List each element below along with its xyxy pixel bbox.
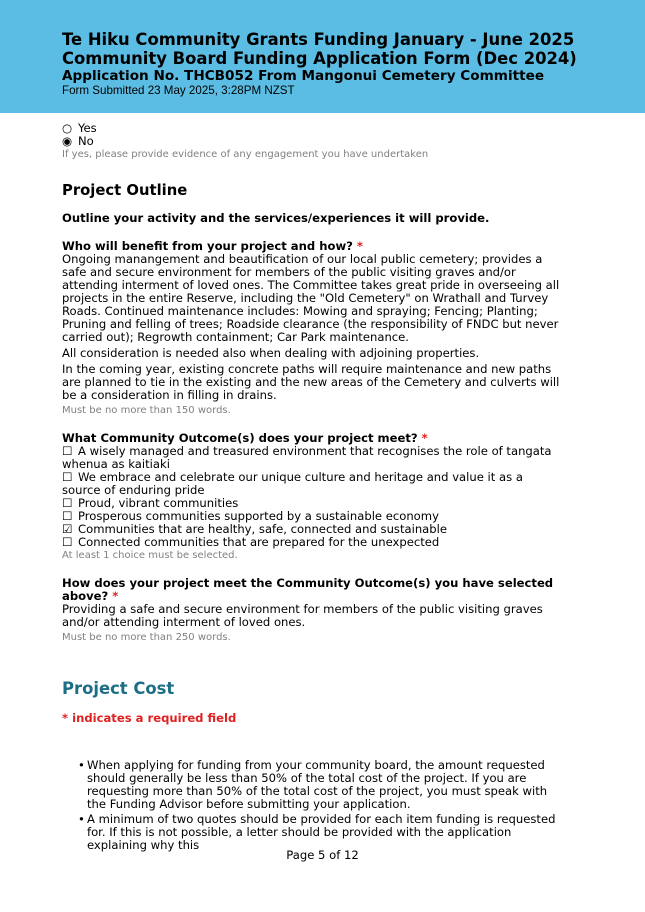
required-marker: *: [356, 239, 363, 253]
answer-paragraph: Ongoing manangement and beautification of our local public cemetery; provides a safe and secure environment for members of the public visiting graves and/or attending interment of loved ones. The Committee takes great pride in overseeing all projects in the entire Reserve, including the "Old Cemetery" on Wrathall and Turvey Roads. Continued maintenance includes: Mowing and spraying; Fencing; Planting; Pruning and felling of trees; Roadside clearance (the responsibility of FNDC but never carried out); Regrowth containment; Car Park maintenance.: [62, 252, 560, 344]
form-title-line-1: Te Hiku Community Grants Funding January - June 2025: [62, 30, 575, 49]
checkbox-unchecked-icon: ☐: [62, 496, 73, 510]
submission-timestamp: Form Submitted 23 May 2025, 3:28PM NZST: [62, 84, 295, 97]
answer-paragraph: In the coming year, existing concrete paths will require maintenance and new paths are planned to tie in the existing and the new areas of the Cemetery and culverts will be a consideration in filling in drains.: [62, 362, 560, 402]
funding-guidelines-list: [62, 759, 562, 852]
checkbox-option[interactable]: [62, 536, 562, 549]
form-header: [0, 0, 645, 113]
form-title-line-2: Community Board Funding Application Form (Dec 2024): [62, 49, 577, 68]
outcomes-hint: At least 1 choice must be selected.: [62, 550, 238, 561]
meet-word-limit-hint: Must be no more than 250 words.: [62, 632, 231, 643]
outcomes-checkbox-list: [62, 445, 562, 549]
engagement-hint: If yes, please provide evidence of any engagement you have undertaken: [62, 149, 429, 160]
outline-intro: Outline your activity and the services/experiences it will provide.: [62, 211, 490, 225]
required-marker: *: [421, 431, 428, 445]
checkbox-label: Prosperous communities supported by a sustainable economy: [78, 509, 439, 523]
checkbox-unchecked-icon: ☐: [62, 509, 73, 523]
checkbox-label: Communities that are healthy, safe, connected and sustainable: [78, 522, 448, 536]
radio-label: No: [78, 134, 94, 148]
checkbox-unchecked-icon: ☐: [62, 470, 73, 484]
section-title-project-outline: Project Outline: [62, 182, 188, 199]
meet-question: [62, 577, 562, 603]
checkbox-label: Connected communities that are prepared for the unexpected: [78, 535, 440, 549]
meet-answer: Providing a safe and secure environment for members of the public visiting graves and/or attending interment of loved ones.: [62, 602, 543, 629]
required-field-note: * indicates a required field: [62, 711, 237, 725]
checkbox-unchecked-icon: ☐: [62, 444, 73, 458]
radio-option-no[interactable]: [62, 135, 562, 148]
page-number: Page 5 of 12: [286, 848, 359, 862]
required-marker: *: [112, 589, 119, 603]
checkbox-unchecked-icon: ☐: [62, 535, 73, 549]
checkbox-checked-icon: ☑: [62, 522, 73, 536]
question-text: How does your project meet the Community Outcome(s) you have selected above?: [62, 576, 554, 603]
radio-selected-icon: ◉: [62, 134, 73, 148]
radio-option-yes[interactable]: [62, 122, 562, 135]
section-title-project-cost: Project Cost: [62, 679, 175, 698]
checkbox-label: A wisely managed and treasured environment that recognises the role of tangata whenua as kaitiaki: [62, 444, 552, 471]
list-item: • When applying for funding from your community board, the amount requested should generally be less than 50% of the total cost of the project. If you are requesting more than 50% of the total cost of the project, you must speak with the Funding Advisor before submitting your application.: [78, 759, 562, 811]
answer-paragraph: All consideration is needed also when dealing with adjoining properties.: [62, 346, 480, 360]
list-item: • A minimum of two quotes should be provided for each item funding is requested for. If this is not possible, a letter should be provided with the application explaining why this: [78, 813, 562, 852]
radio-label: Yes: [78, 121, 97, 135]
benefit-word-limit-hint: Must be no more than 150 words.: [62, 405, 231, 416]
checkbox-label: Proud, vibrant communities: [78, 496, 239, 510]
radio-unselected-icon: ○: [62, 121, 73, 135]
question-text: What Community Outcome(s) does your project meet?: [62, 431, 418, 445]
benefit-answer: [62, 253, 562, 402]
question-text: Who will benefit from your project and how?: [62, 239, 353, 253]
checkbox-option[interactable]: [62, 445, 562, 471]
checkbox-option[interactable]: [62, 471, 562, 497]
application-number: Application No. THCB052 From Mangonui Cemetery Committee: [62, 68, 545, 84]
form-content: [62, 122, 562, 852]
checkbox-label: We embrace and celebrate our unique culture and heritage and value it as a source of enduring pride: [62, 470, 523, 497]
engagement-radio-group: [62, 122, 562, 161]
